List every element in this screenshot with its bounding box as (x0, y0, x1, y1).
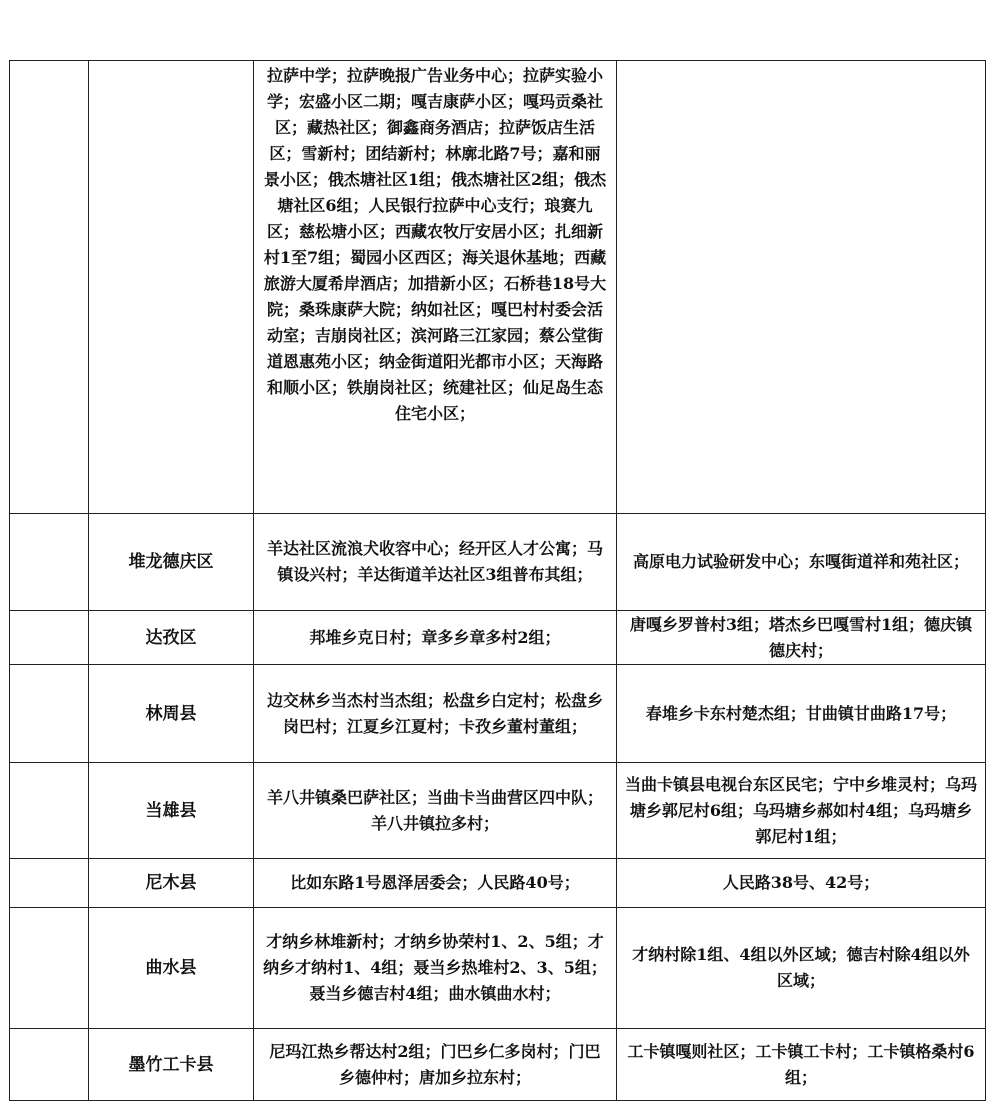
area-list-cell: 边交林乡当杰村当杰组；松盘乡白定村；松盘乡岗巴村；江夏乡江夏村；卡孜乡董村董组； (254, 665, 617, 763)
area-list-cell: 工卡镇嘎则社区；工卡镇工卡村；工卡镇格桑村6组； (617, 1029, 986, 1101)
area-list-cell: 拉萨中学；拉萨晚报广告业务中心；拉萨实验小学；宏盛小区二期；嘎吉康萨小区；嘎玛贡桑社区；藏热社区；御鑫商务酒店；拉萨饭店生活区；雪新村；团结新村；林廓北路7号；嘉和丽景小区；俄杰塘社区1组；俄杰塘社区2组；俄杰塘社区6组；人民银行拉萨中心支行；琅赛九区；慈松塘小区；西藏农牧厅安居小区；扎细新村1至7组；蜀园小区西区；海关退休基地；西藏旅游大厦希岸酒店；加措新小区；石桥巷18号大院；桑珠康萨大院；纳如社区；嘎巴村村委会活动室；吉崩岗社区；滨河路三江家园；蔡公堂街道恩惠苑小区；纳金街道阳光都市小区；天海路和顺小区；铁崩岗社区；统建社区；仙足岛生态住宅小区； (254, 61, 617, 514)
table-row (10, 61, 986, 514)
district-cell (89, 61, 254, 514)
area-list-cell: 春堆乡卡东村楚杰组；甘曲镇甘曲路17号； (617, 665, 986, 763)
district-cell: 林周县 (89, 665, 254, 763)
empty-cell (10, 908, 89, 1029)
district-cell: 当雄县 (89, 763, 254, 859)
empty-cell (10, 859, 89, 908)
table-row (10, 1029, 986, 1101)
table-row (10, 763, 986, 859)
table-row (10, 908, 986, 1029)
area-list-cell: 尼玛江热乡帮达村2组；门巴乡仁多岗村；门巴乡德仲村；唐加乡拉东村； (254, 1029, 617, 1101)
district-cell: 堆龙德庆区 (89, 514, 254, 611)
area-list-cell: 唐嘎乡罗普村3组；塔杰乡巴嘎雪村1组；德庆镇德庆村； (617, 611, 986, 665)
area-list-cell: 比如东路1号恩泽居委会；人民路40号； (254, 859, 617, 908)
area-list-cell: 才纳村除1组、4组以外区域；德吉村除4组以外区域； (617, 908, 986, 1029)
table-row (10, 665, 986, 763)
empty-cell (10, 665, 89, 763)
empty-cell (10, 1029, 89, 1101)
area-list-cell: 高原电力试验研发中心；东嘎街道祥和苑社区； (617, 514, 986, 611)
empty-cell (10, 611, 89, 665)
district-cell: 达孜区 (89, 611, 254, 665)
table-row (10, 611, 986, 665)
area-list-cell: 邦堆乡克日村；章多乡章多村2组； (254, 611, 617, 665)
table-row (10, 859, 986, 908)
area-list-cell: 才纳乡林堆新村；才纳乡协荣村1、2、5组；才纳乡才纳村1、4组；聂当乡热堆村2、3、5组；聂当乡德吉村4组；曲水镇曲水村； (254, 908, 617, 1029)
area-list-cell: 羊达社区流浪犬收容中心；经开区人才公寓；马镇设兴村；羊达街道羊达社区3组普布其组； (254, 514, 617, 611)
empty-cell (10, 763, 89, 859)
table-row (10, 514, 986, 611)
district-cell: 曲水县 (89, 908, 254, 1029)
area-list-cell: 当曲卡镇县电视台东区民宅；宁中乡堆灵村；乌玛塘乡郭尼村6组；乌玛塘乡郝如村4组；乌玛塘乡郭尼村1组； (617, 763, 986, 859)
area-list-cell (617, 61, 986, 514)
district-cell: 墨竹工卡县 (89, 1029, 254, 1101)
empty-cell (10, 61, 89, 514)
area-list-cell: 羊八井镇桑巴萨社区；当曲卡当曲营区四中队；羊八井镇拉多村； (254, 763, 617, 859)
empty-cell (10, 514, 89, 611)
area-list-cell: 人民路38号、42号； (617, 859, 986, 908)
district-cell: 尼木县 (89, 859, 254, 908)
area-table (9, 60, 986, 1101)
